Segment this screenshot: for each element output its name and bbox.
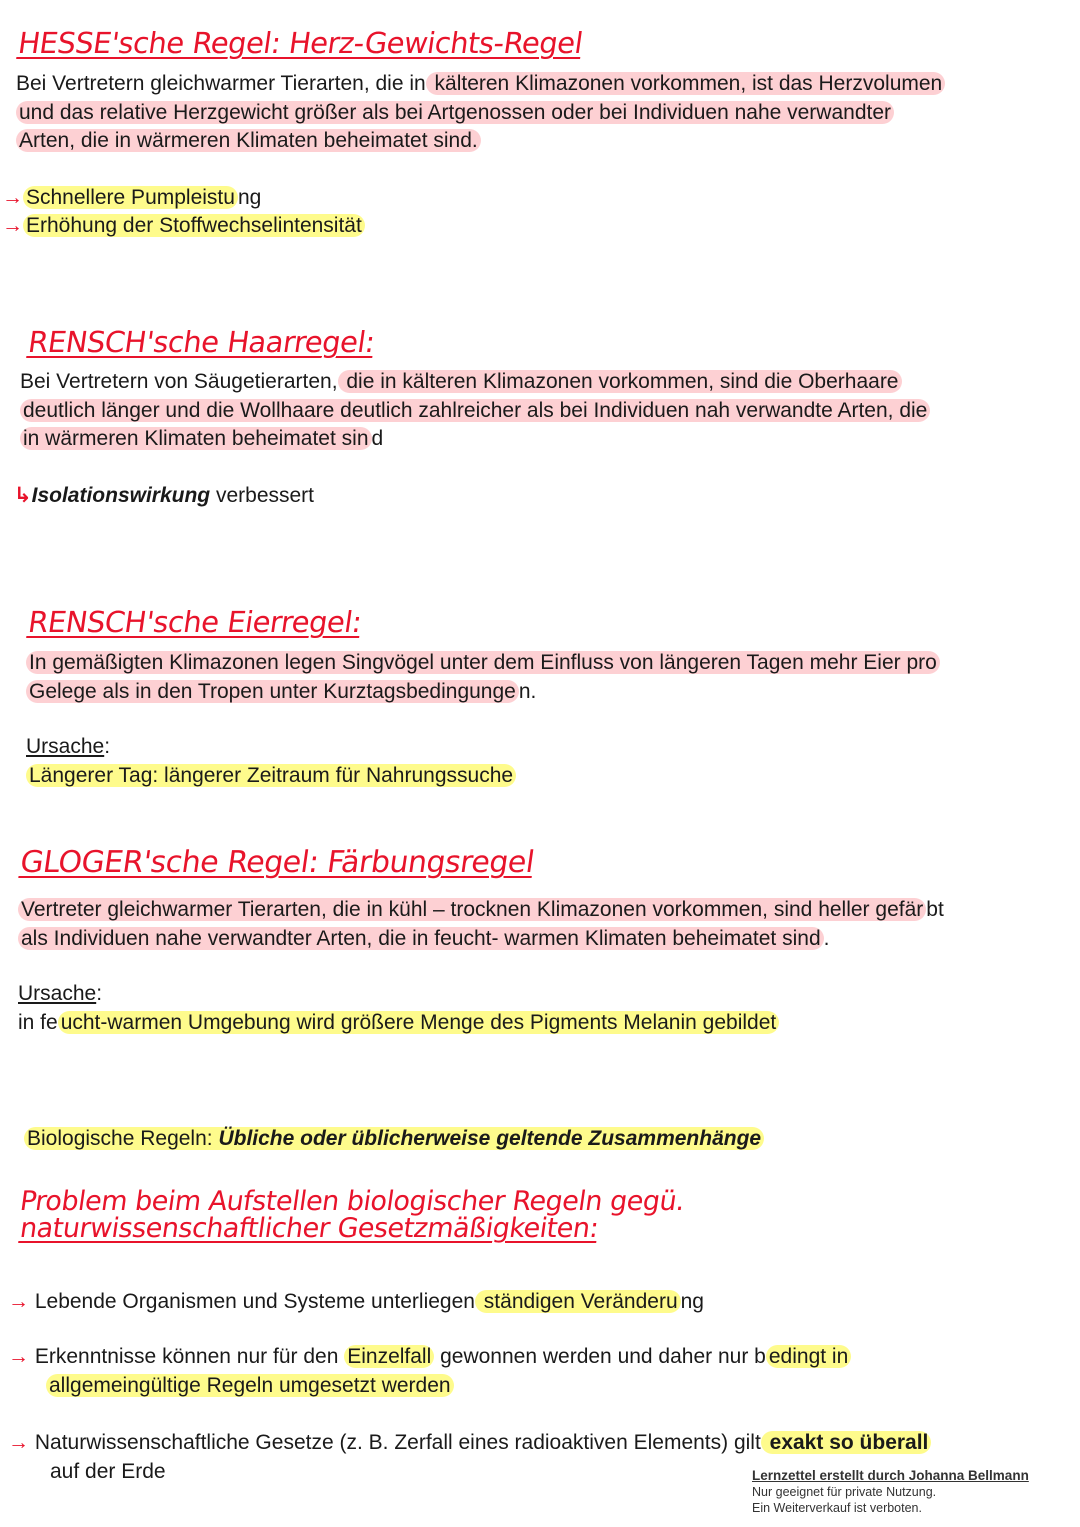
highlight-pink: die in kälteren Klimazonen vorkommen, sind die Oberhaare: [338, 370, 902, 393]
text-segment: in fe: [18, 1010, 58, 1034]
highlight-yellow: ständigen Veränderu: [475, 1290, 681, 1313]
text-segment: .: [823, 926, 830, 950]
text-bold-italic: Isolationswirkung: [31, 484, 211, 507]
hesse-result-1: [2, 183, 261, 212]
highlight-pink: und das relative Herzgewicht größer als bei Artgenossen oder bei Individuen nahe verwandter: [16, 101, 894, 124]
highlight-yellow: Einzelfall: [344, 1345, 434, 1368]
highlight-pink: deutlich länger und die Wollhaare deutlich zahlreicher als bei Individuen nah verwandte Arten, die: [20, 399, 930, 422]
highlight-yellow: Schnellere Pumpleistu: [23, 186, 238, 209]
text-segment: d: [371, 427, 384, 450]
highlight-pink: Arten, die in wärmeren Klimaten beheimatet sind.: [16, 129, 481, 152]
text-segment: ng: [680, 1290, 704, 1313]
highlight-yellow: Längerer Tag: längerer Zeitraum für Nahrungssuche: [26, 764, 516, 787]
rensch-haar-result: [14, 481, 314, 510]
rensch-eier-text: [26, 649, 940, 706]
text-segment: Erkenntnisse können nur für den: [34, 1345, 345, 1368]
rensch-haar-heading: RENSCH'sche Haarregel:: [26, 325, 377, 359]
highlight-pink: als Individuen nahe verwandter Arten, die in feucht- warmen Klimaten beheimatet sind: [18, 927, 824, 950]
rensch-eier-heading: RENSCH'sche Eierregel:: [26, 605, 364, 639]
highlight-yellow: edingt in: [766, 1345, 851, 1368]
arrow-right-icon: →: [2, 214, 23, 237]
rensch-haar-text: [20, 368, 930, 454]
text-segment: n.: [518, 679, 537, 703]
text-segment: Bei Vertretern von Säugetierarten,: [20, 370, 338, 393]
highlight-yellow: allgemeingültige Regeln umgesetzt werden: [46, 1374, 454, 1397]
text-segment: Bei Vertretern gleichwarmer Tierarten, die in: [16, 72, 426, 95]
arrow-right-icon: →: [8, 1345, 29, 1368]
highlight-pink: Gelege als in den Tropen unter Kurztagsbedingunge: [26, 680, 519, 703]
credits-title: Lernzettel erstellt durch Johanna Bellmann: [752, 1468, 1029, 1483]
highlight-pink: In gemäßigten Klimazonen legen Singvögel unter dem Einfluss von längeren Tagen mehr Eier pro: [26, 651, 940, 674]
arrow-right-icon: →: [8, 1290, 29, 1313]
problem-heading-line-2: naturwissenschaftlicher Gesetzmäßigkeiten:: [18, 1213, 601, 1244]
credits-line-1: Nur geeignet für private Nutzung.: [752, 1485, 937, 1499]
hesse-result-2: [2, 211, 365, 240]
problem-heading-line-1: Problem beim Aufstellen biologischer Regeln gegü.: [18, 1186, 687, 1217]
text-segment: verbessert: [210, 484, 315, 507]
text-segment: bt: [926, 898, 944, 921]
gloger-heading: GLOGER'sche Regel: Färbungsregel: [18, 845, 537, 880]
text-segment: ng: [237, 186, 262, 209]
credits: [752, 1468, 1029, 1516]
cause-label: Ursache: [26, 735, 105, 758]
hook-arrow-icon: ↳: [14, 484, 32, 507]
highlight-yellow: ucht-warmen Umgebung wird größere Menge des Pigments Melanin gebildet: [58, 1011, 780, 1034]
highlight-yellow-bold: exakt so überall: [761, 1431, 932, 1454]
problem-point-2: [8, 1343, 851, 1400]
text-segment: gewonnen werden und daher nur b: [434, 1345, 766, 1368]
rensch-eier-cause: Ursache: Längerer Tag: längerer Zeitraum für Nahrungssuche: [26, 733, 516, 790]
highlight-pink: in wärmeren Klimaten beheimatet sin: [20, 427, 372, 450]
text-segment: Naturwissenschaftliche Gesetze (z. B. Zerfall eines radioaktiven Elements) gilt: [34, 1431, 761, 1454]
cause-label: Ursache: [18, 982, 97, 1005]
gloger-cause: Ursache: in fe ucht-warmen Umgebung wird größere Menge des Pigments Melanin gebildet: [18, 980, 779, 1037]
highlight-yellow: Erhöhung der Stoffwechselintensität: [23, 214, 365, 237]
gloger-text: [18, 896, 944, 953]
highlight-pink: kälteren Klimazonen vorkommen, ist das Herzvolumen: [426, 72, 946, 95]
bio-rules-label: Biologische Regeln:: [27, 1127, 219, 1150]
text-bold-italic: Übliche oder üblicherweise geltende Zusammenhänge: [218, 1127, 762, 1150]
problem-point-1: [8, 1287, 704, 1316]
hesse-heading: HESSE'sche Regel: Herz-Gewichts-Regel: [16, 26, 585, 60]
text-segment: auf der Erde: [50, 1459, 166, 1483]
text-segment: Lebende Organismen und Systeme unterliegen: [34, 1290, 475, 1313]
arrow-right-icon: →: [2, 186, 23, 209]
hesse-text: [16, 70, 945, 156]
highlight-pink: Vertreter gleichwarmer Tierarten, die in kühl – trocknen Klimazonen vorkommen, sind heller gefär: [18, 898, 926, 921]
bio-rules-definition: [24, 1124, 764, 1153]
arrow-right-icon: →: [8, 1431, 29, 1454]
credits-line-2: Ein Weiterverkauf ist verboten.: [752, 1501, 922, 1515]
highlight-yellow: [24, 1127, 764, 1150]
